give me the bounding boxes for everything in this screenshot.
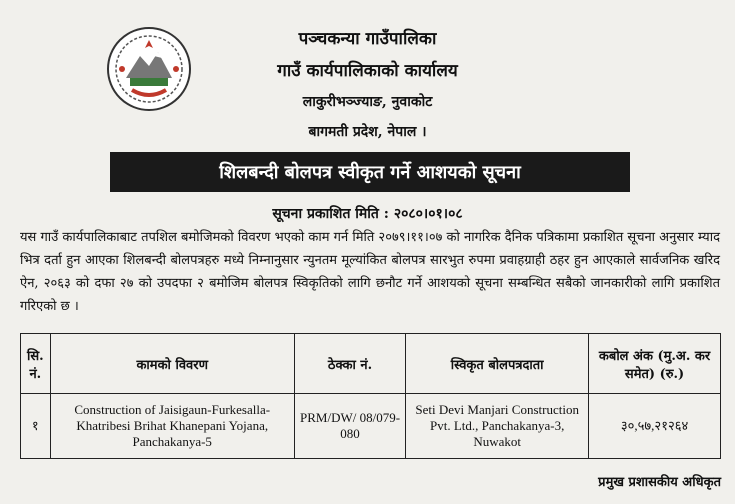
cell-bidder: Seti Devi Manjari Construction Pvt. Ltd., Panchakanya-3, Nuwakot bbox=[406, 394, 589, 459]
cell-sn: १ bbox=[21, 394, 51, 459]
col-bidder: स्विकृत बोलपत्रदाता bbox=[406, 334, 589, 394]
cell-work: Construction of Jaisigaun-Furkesalla-Khatribesi Brihat Khanepani Yojana, Panchakanya-5 bbox=[50, 394, 294, 459]
col-sn: सि. नं. bbox=[21, 334, 51, 394]
cell-contract: PRM/DW/ 08/079-080 bbox=[294, 394, 405, 459]
award-table bbox=[20, 333, 721, 459]
signatory: प्रमुख प्रशासकीय अधिकृत bbox=[598, 475, 721, 490]
col-amount: कबोल अंक (मु.अ. कर समेत) (रु.) bbox=[589, 334, 721, 394]
notice-paragraph: यस गाउँ कार्यपालिकाबाट तपशिल बमोजिमको विवरण भएको काम गर्न मिति २०७९।११।०७ को नागरिक दैनिक पत्रिकामा प्रकाशित सूचना अनुसार म्याद भित्र दर्ता हुन आएका शिलबन्दी बोलपत्रहरु मध्ये निम्नानुसार न्युनतम मूल्यांकित बोलपत्र सारभुत रुपमा प्रवाहग्राही ठहर हुन आएकाले सार्वजनिक खरिद ऐन, २०६३ को दफा २७ को उपदफा २ बमोजिम बोलपत्र स्विकृतिको लागि छनौट गर्ने आशयको सूचना सम्बन्धित सबैको जानकारीको लागि प्रकाशित गरिएको छ । bbox=[20, 230, 720, 314]
notice-title-banner: शिलबन्दी बोलपत्र स्वीकृत गर्ने आशयको सूचना bbox=[110, 152, 630, 192]
province: बागमती प्रदेश, नेपाल । bbox=[308, 124, 427, 140]
table-header-row bbox=[21, 334, 721, 394]
cell-amount: ३०,५७,२१२६४ bbox=[589, 394, 721, 459]
municipality-name: पञ्चकन्या गाउँपालिका bbox=[298, 29, 437, 49]
office-address: लाकुरीभञ्ज्याङ, नुवाकोट bbox=[302, 94, 433, 110]
col-work: कामको विवरण bbox=[50, 334, 294, 394]
col-contract: ठेक्का नं. bbox=[294, 334, 405, 394]
publish-date: सूचना प्रकाशित मिति : २०८०।०१।०८ bbox=[272, 206, 463, 222]
table-row bbox=[21, 394, 721, 459]
office-name: गाउँ कार्यपालिकाको कार्यालय bbox=[277, 61, 458, 81]
